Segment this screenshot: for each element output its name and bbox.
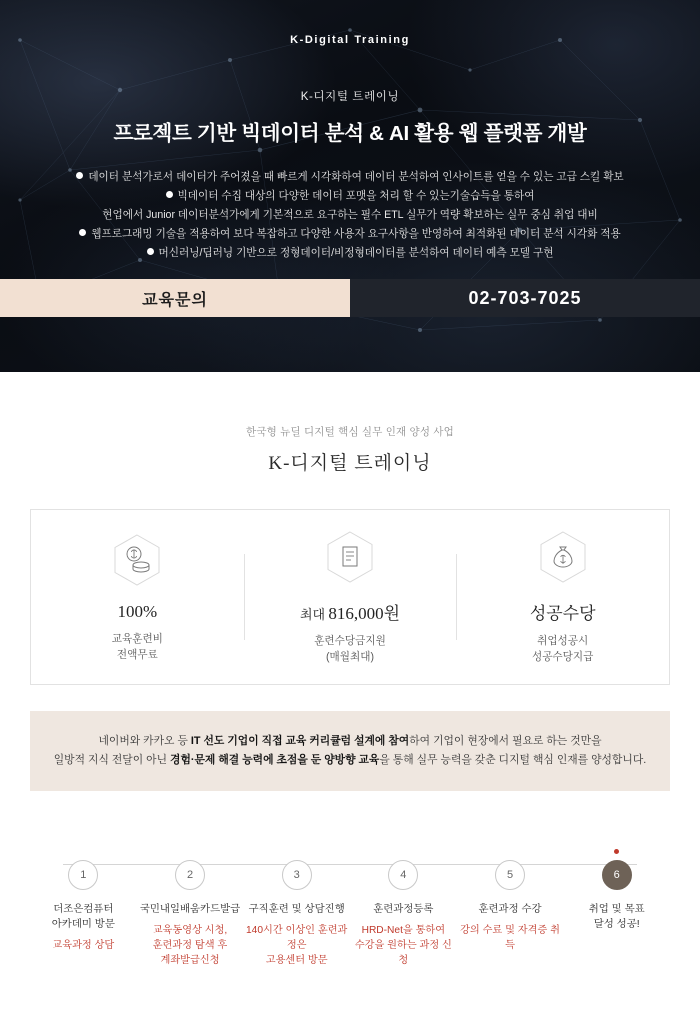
step-title: 국민내일배움카드발급 xyxy=(139,904,241,915)
step-subtitle: 교육동영상 시청, 훈련과정 탐색 후 계좌발급신청 xyxy=(152,925,228,966)
step-subtitle: HRD-Net을 통하여 수강을 원하는 과정 신청 xyxy=(354,925,452,966)
note-line2-a: 일방적 지식 전달이 아닌 xyxy=(53,754,171,766)
note-line1-a: 네이버와 카카오 등 xyxy=(98,735,191,747)
note-line1-b: IT 선도 기업이 직접 교육 커리큘럼 설계에 참여 xyxy=(190,735,410,747)
benefit-desc-line1: 훈련수당금지원 xyxy=(314,635,386,647)
note-line1-c: 하여 기업이 현장에서 필요로 하는 것만을 xyxy=(409,735,602,747)
benefit-value xyxy=(244,599,457,624)
benefit-desc-line1: 교육훈련비 xyxy=(111,632,163,645)
benefit-desc-line2: (매월최대) xyxy=(326,651,374,663)
hero-bullet-text: 머신러닝/딥러닝 기반으로 정형데이터/비정형데이터를 분석하여 데이터 예측 모델 구현 xyxy=(158,247,554,259)
hero-banner xyxy=(0,0,700,372)
program-note-line1 xyxy=(50,732,650,751)
benefit-value-prefix: 최대 xyxy=(299,607,329,622)
note-line2-b: 경험·문제 해결 능력에 초점을 둔 양방향 교육 xyxy=(170,754,380,766)
hero-brand: K-Digital Training xyxy=(290,34,410,46)
benefit-desc-line2: 전액무료 xyxy=(116,648,158,661)
step-1 xyxy=(30,849,137,968)
note-line2-c: 을 통해 실무 능력을 갖춘 디지털 핵심 인재를 양성합니다. xyxy=(379,754,647,766)
bullet-dot-icon xyxy=(79,229,86,236)
step-subtitle: 강의 수료 및 자격증 취득 xyxy=(460,925,560,951)
benefit-desc-line2: 성공수당지급 xyxy=(531,651,594,663)
benefit-item-success xyxy=(456,529,669,665)
step-6 xyxy=(563,849,670,968)
document-hex-icon xyxy=(244,529,457,585)
main-content xyxy=(0,372,700,996)
step-number: 2 xyxy=(175,860,205,890)
contact-label: 교육문의 xyxy=(0,279,350,317)
benefit-description xyxy=(31,631,244,663)
benefit-item-allowance xyxy=(244,529,457,665)
step-number: 3 xyxy=(282,860,312,890)
hero-bullet-text: 빅데이터 수집 대상의 다양한 데이터 포맷을 처리 할 수 있는기술습득을 통하여 xyxy=(177,190,535,202)
step-number: 6 xyxy=(602,860,632,890)
list-item xyxy=(0,168,700,187)
hero-title: 프로젝트 기반 빅데이터 분석 & AI 활용 웹 플랫폼 개발 xyxy=(113,122,587,145)
hero-bullet-text: 현업에서 Junior 데이터분석가에게 기본적으로 요구하는 필수 ETL 실무가 역량 확보하는 실무 중심 취업 대비 xyxy=(102,209,598,221)
process-steps xyxy=(30,849,670,996)
hero-subtitle: K-디지털 트레이닝 xyxy=(300,91,400,103)
bullet-dot-icon xyxy=(147,248,154,255)
benefits-box xyxy=(30,509,670,685)
step-title: 구직훈련 및 상담진행 xyxy=(248,904,345,915)
hero-bullet-text: 데이터 분석가로서 데이터가 주어졌을 때 빠르게 시각화하여 데이터 분석하여 인사이트를 얻을 수 있는 고급 스킬 확보 xyxy=(88,171,624,183)
list-item xyxy=(0,187,700,206)
step-5 xyxy=(457,849,564,968)
step-title: 훈련과정등록 xyxy=(373,904,434,915)
coins-hex-icon xyxy=(31,532,244,588)
step-marker-dot-icon xyxy=(614,849,619,854)
program-note xyxy=(30,711,670,791)
step-title: 더조은컴퓨터 아카데미 방문 xyxy=(51,904,115,930)
step-number: 4 xyxy=(388,860,418,890)
step-3 xyxy=(243,849,350,968)
step-number: 1 xyxy=(68,860,98,890)
list-item xyxy=(0,225,700,244)
step-title: 취업 및 목표 달성 성공! xyxy=(588,904,645,930)
benefit-description xyxy=(244,633,457,665)
hero-bullet-text: 웹프로그래밍 기술을 적용하여 보다 복잡하고 다양한 사용자 요구사항을 반영하여 최적화된 데이터 분석 시각화 적용 xyxy=(91,228,621,240)
step-title: 훈련과정 수강 xyxy=(478,904,542,915)
benefit-value-amount: 816,000원 xyxy=(328,604,401,623)
bullet-dot-icon xyxy=(166,191,173,198)
benefit-desc-line1: 취업성공시 xyxy=(537,635,589,647)
contact-phone-number[interactable]: 02-703-7025 xyxy=(350,279,700,317)
benefit-item-tuition xyxy=(31,532,244,663)
benefit-description xyxy=(456,633,669,665)
benefit-value: 100% xyxy=(117,601,158,621)
bullet-dot-icon xyxy=(76,172,83,179)
section-eyebrow: 한국형 뉴딜 디지털 핵심 실무 인재 양성 사업 xyxy=(246,426,454,438)
benefit-value: 성공수당 xyxy=(529,604,596,623)
section-header xyxy=(30,372,670,475)
hero-bullet-list xyxy=(0,168,700,263)
money-bag-hex-icon xyxy=(456,529,669,585)
program-note-line2 xyxy=(50,751,650,770)
step-2 xyxy=(137,849,244,968)
step-4 xyxy=(350,849,457,968)
list-item xyxy=(0,244,700,263)
section-title: K-디지털 트레이닝 xyxy=(268,453,432,474)
step-subtitle: 140시간 이상인 훈련과정은 고용센터 방문 xyxy=(245,925,348,966)
contact-bar xyxy=(0,279,700,317)
step-subtitle: 교육과정 상담 xyxy=(52,940,115,951)
list-item xyxy=(0,206,700,225)
step-number: 5 xyxy=(495,860,525,890)
steps-row xyxy=(30,849,670,968)
